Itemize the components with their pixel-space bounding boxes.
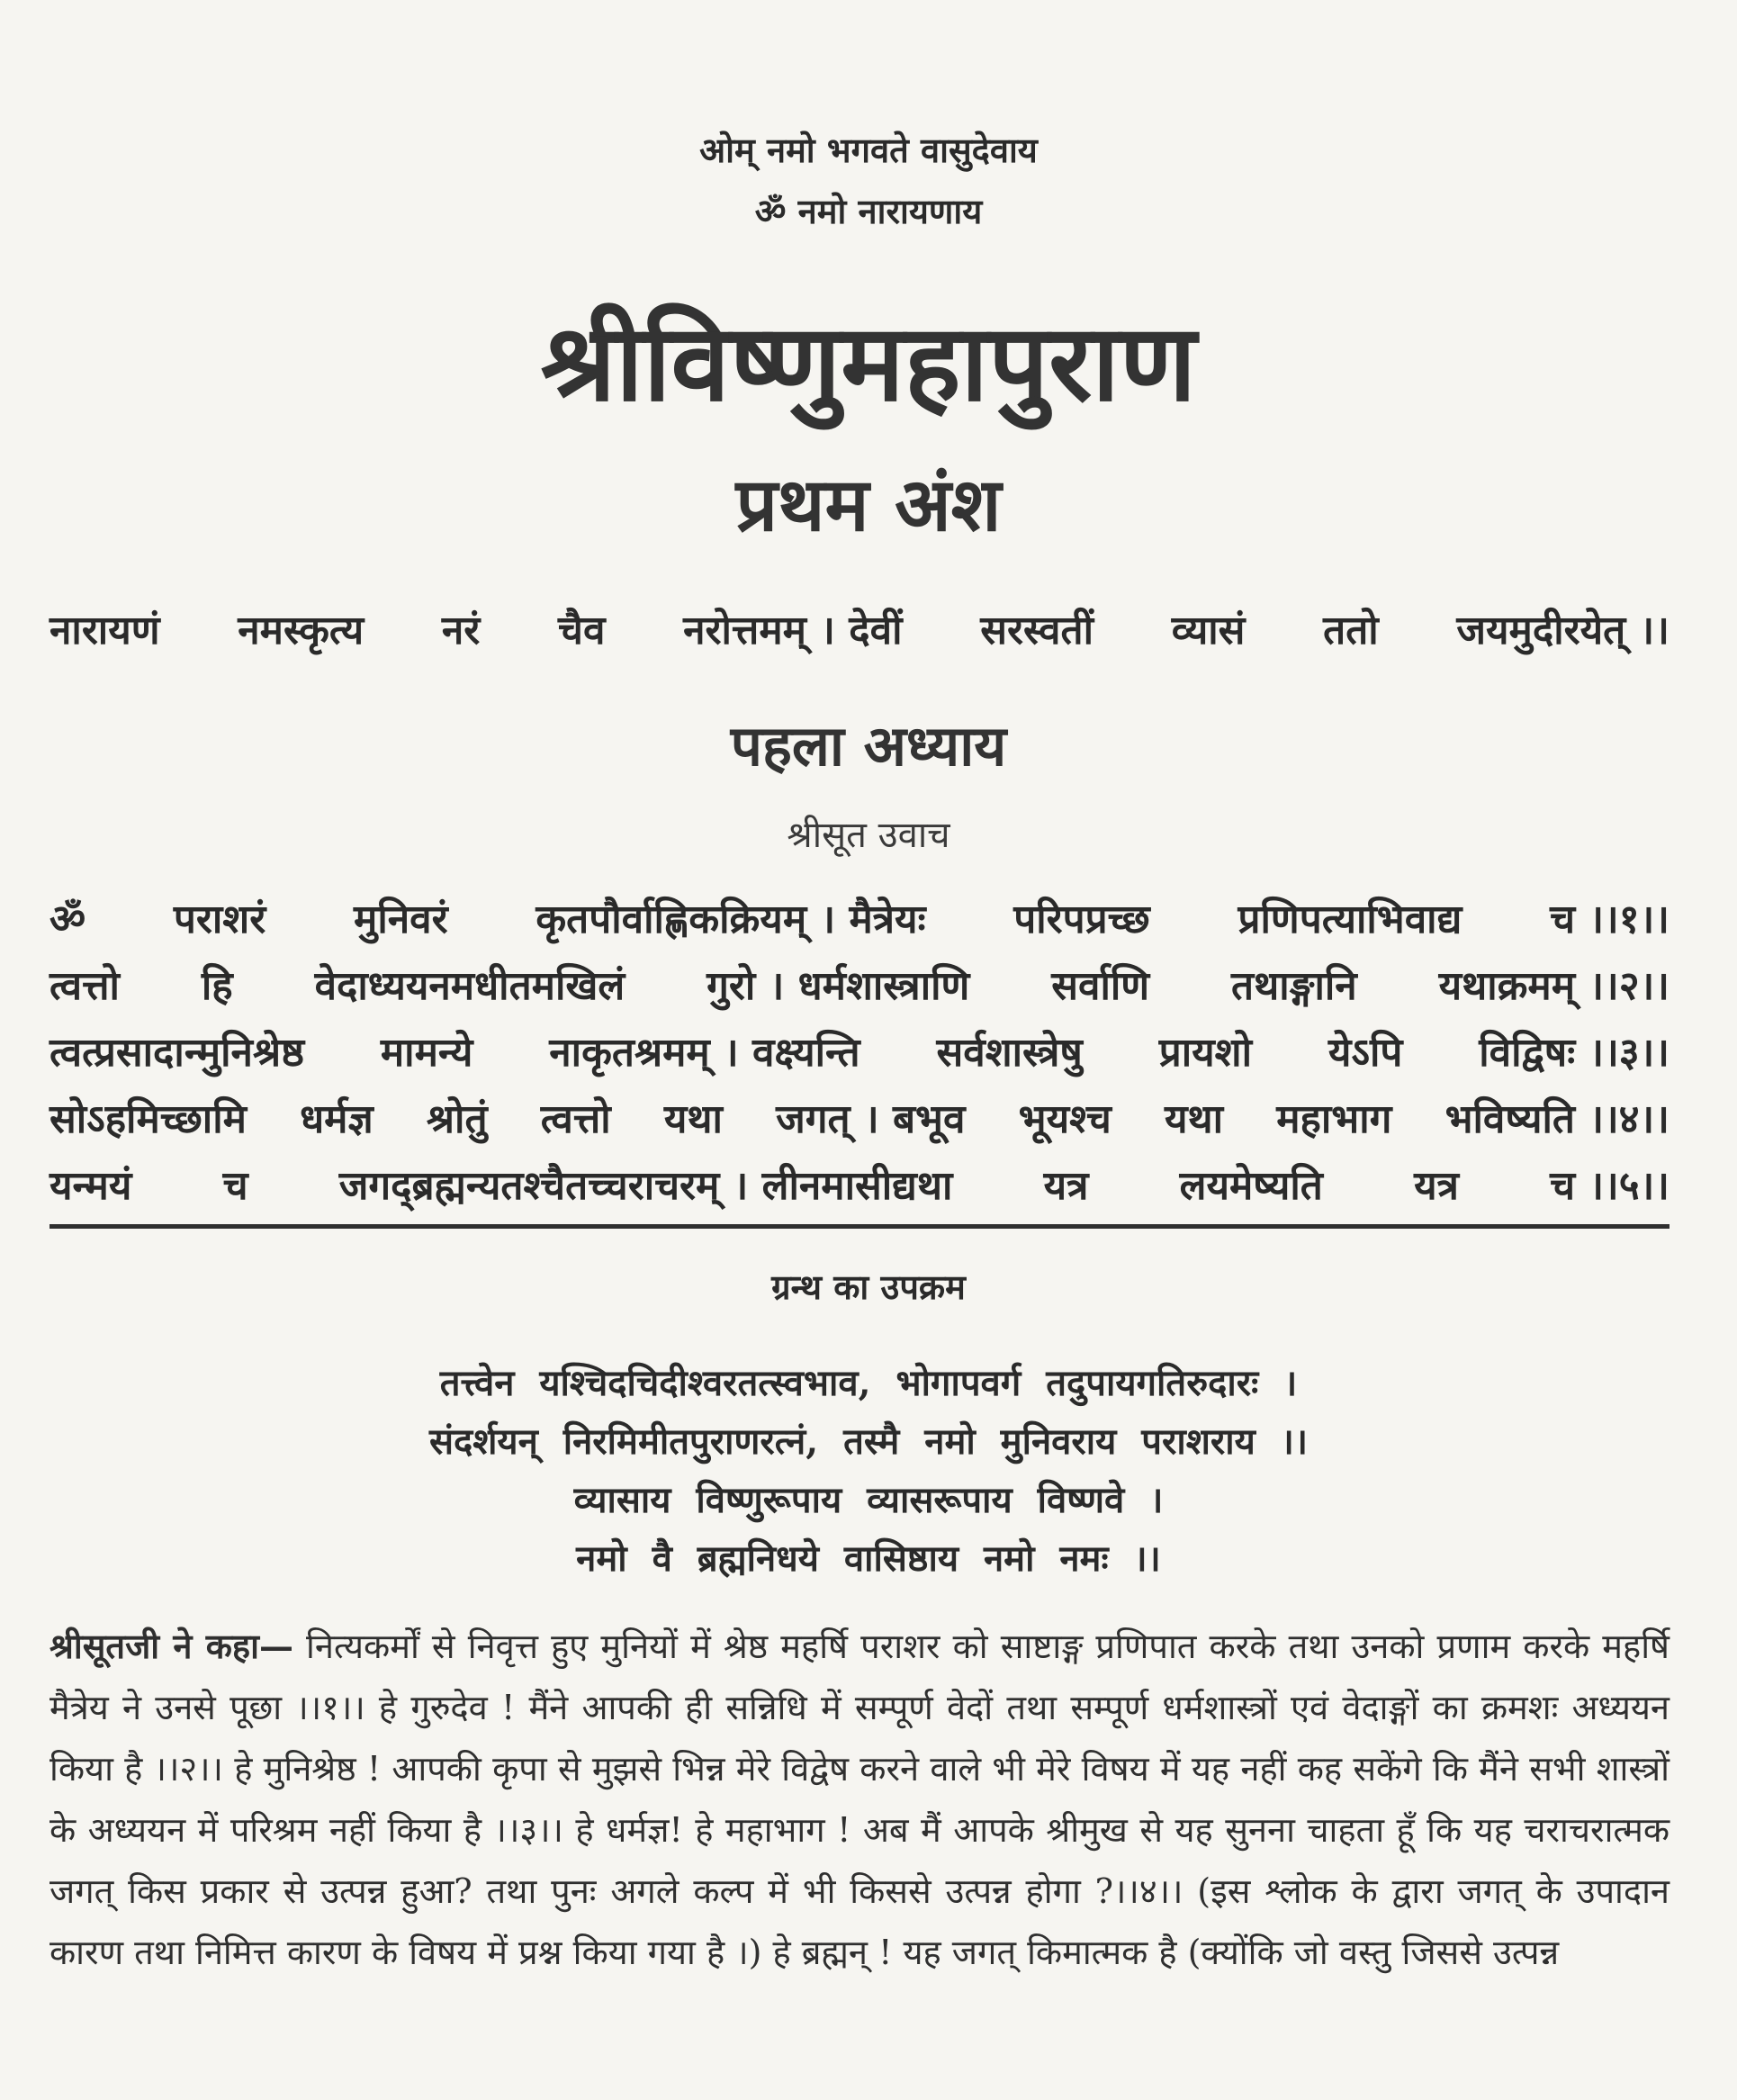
prose-text: नित्यकर्मों से निवृत्त हुए मुनियों में श्रेष्ठ महर्षि पराशर को साष्टाङ्ग प्रणिपात करके तथा उनको प्रणाम करके महर्षि मैत्रेय ने उनसे पूछा ।।१।। हे गुरुदेव ! मैंने आपकी ही सन्निधि में सम्पूर्ण वेदों तथा सम्पूर्ण धर्मशास्त्रों एवं वेदाङ्गों का क्रमशः अध्ययन किया है ।।२।। हे मुनिश्रेष्ठ ! आपकी कृपा से मुझसे भिन्न मेरे विद्वेष करने वाले भी मेरे विषय में यह नहीं कह सकेंगे कि मैंने सभी शास्त्रों के अध्ययन में परिश्रम नहीं किया है ।।३।। हे धर्मज्ञ! हे महाभाग ! अब मैं आपके श्रीमुख से यह सुनना चाहता हूँ कि यह चराचरात्मक जगत् किस प्रकार से उत्पन्न हुआ? तथा पुनः अगले कल्प में भी किससे उत्पन्न होगा ?।।४।। (इस श्लोक के द्वारा जगत् के उपादान कारण तथा निमित्त कारण के विषय में प्रश्न किया गया है ।) हे ब्रह्मन् ! यह जगत् किमात्मक है (क्योंकि जो वस्तु जिससे उत्पन्न [50, 1627, 1670, 1972]
verse-word: यन्मयं [50, 1163, 132, 1209]
verse-word: सोऽहमिच्छामि [50, 1096, 247, 1142]
book-title: श्रीविष्णुमहापुराण [540, 300, 1197, 425]
verse-word: तथाङ्गानि [1231, 963, 1357, 1009]
mangal-word: चैव [558, 608, 606, 653]
verse-word: सर्वाणि [1051, 963, 1150, 1009]
verse-word: लयमेष्यति [1179, 1163, 1323, 1209]
speaker-label: श्रीसूत उवाच [787, 815, 950, 856]
verse-word: च ।।१।। [1550, 897, 1670, 942]
translation-paragraph [50, 1616, 1670, 1983]
invocation-shloka: तत्त्वेन यश्चिदचिदीश्वरतत्स्वभाव, भोगापवर्ग तदुपायगतिरुदारः । [439, 1362, 1298, 1404]
verse-word: च ।।५।। [1550, 1163, 1670, 1209]
verse-word: श्रोतुं [426, 1096, 488, 1142]
invocation-shloka: व्यासाय विष्णुरूपाय व्यासरूपाय विष्णवे । [573, 1479, 1164, 1521]
section-heading: ग्रन्थ का उपक्रम [771, 1266, 966, 1307]
verse-word: त्वत्तो [540, 1096, 611, 1142]
invocation-line-1: ओम् नमो भगवते वासुदेवाय [699, 130, 1038, 170]
verse-line [50, 1020, 1670, 1086]
verse-word: मामन्ये [380, 1030, 473, 1076]
verse-word: वेदाध्ययनमधीतमखिलं [314, 963, 626, 1009]
mangal-word: नारायणं [50, 608, 160, 653]
verse-word: विद्विषः ।।३।। [1479, 1030, 1670, 1076]
verse-word: महाभाग [1276, 1096, 1392, 1142]
verse-word: पराशरं [173, 897, 266, 942]
verse-block [50, 887, 1670, 1220]
verse-word: यथाक्रमम् ।।२।। [1438, 963, 1670, 1009]
verse-word: मुनिवरं [354, 897, 448, 942]
mangalacharan-verse [50, 601, 1670, 655]
verse-word: धर्मज्ञ [300, 1096, 374, 1142]
chapter-title: पहला अध्याय [730, 713, 1007, 779]
verse-word: यथा [663, 1096, 723, 1142]
verse-word: यत्र [1043, 1163, 1089, 1209]
verse-word: भविष्यति ।।४।। [1444, 1096, 1670, 1142]
verse-word: ॐ [50, 897, 86, 942]
verse-word: कृतपौर्वाह्णिकक्रियम् । मैत्रेयः [536, 897, 926, 942]
section-divider [50, 1224, 1670, 1229]
mangal-word: सरस्वतीं [980, 608, 1094, 653]
verse-line [50, 953, 1670, 1020]
mangal-word: नमस्कृत्य [238, 608, 364, 653]
verse-word: सर्वशास्त्रेषु [936, 1030, 1083, 1076]
mangal-word: नरोत्तमम् । देवीं [683, 608, 903, 653]
prose-speaker: श्रीसूतजी ने कहा— [50, 1626, 293, 1666]
verse-word: हि [201, 963, 233, 1009]
verse-word: गुरो । धर्मशास्त्राणि [706, 963, 970, 1009]
invocation-shloka: संदर्शयन् निरमिमीतपुराणरत्नं, तस्मै नमो मुनिवराय पराशराय ।। [428, 1420, 1309, 1463]
verse-word: प्रायशो [1158, 1030, 1253, 1076]
verse-word: त्वत्तो [50, 963, 120, 1009]
invocation-line-2: ॐ नमो नारायणाय [754, 191, 983, 231]
verse-word: परिपप्रच्छ [1013, 897, 1150, 942]
part-title: प्रथम अंश [735, 462, 1002, 548]
verse-line [50, 1153, 1670, 1220]
verse-word: भूयश्च [1018, 1096, 1112, 1142]
verse-word: नाकृतश्रमम् । वक्ष्यन्ति [549, 1030, 860, 1076]
verse-word: येऽपि [1328, 1030, 1403, 1076]
mangal-word: नरं [441, 608, 481, 653]
verse-word: जगद्ब्रह्मन्यतश्चैतच्चराचरम् । लीनमासीद्यथा [338, 1163, 953, 1209]
verse-word: प्रणिपत्याभिवाद्य [1238, 897, 1462, 942]
verse-word: च [222, 1163, 248, 1209]
verse-line [50, 887, 1670, 953]
verse-word: यत्र [1414, 1163, 1459, 1209]
mangal-word: जयमुदीरयेत् ।। [1456, 608, 1670, 653]
invocation-shloka: नमो वै ब्रह्मनिधये वासिष्ठाय नमो नमः ।। [576, 1537, 1161, 1580]
verse-word: जगत् । बभूव [776, 1096, 966, 1142]
verse-word: यथा [1164, 1096, 1224, 1142]
verse-line [50, 1086, 1670, 1153]
verse-word: त्वत्प्रसादान्मुनिश्रेष्ठ [50, 1030, 305, 1076]
mangal-word: ततो [1323, 608, 1379, 653]
mangal-word: व्यासं [1171, 608, 1246, 653]
